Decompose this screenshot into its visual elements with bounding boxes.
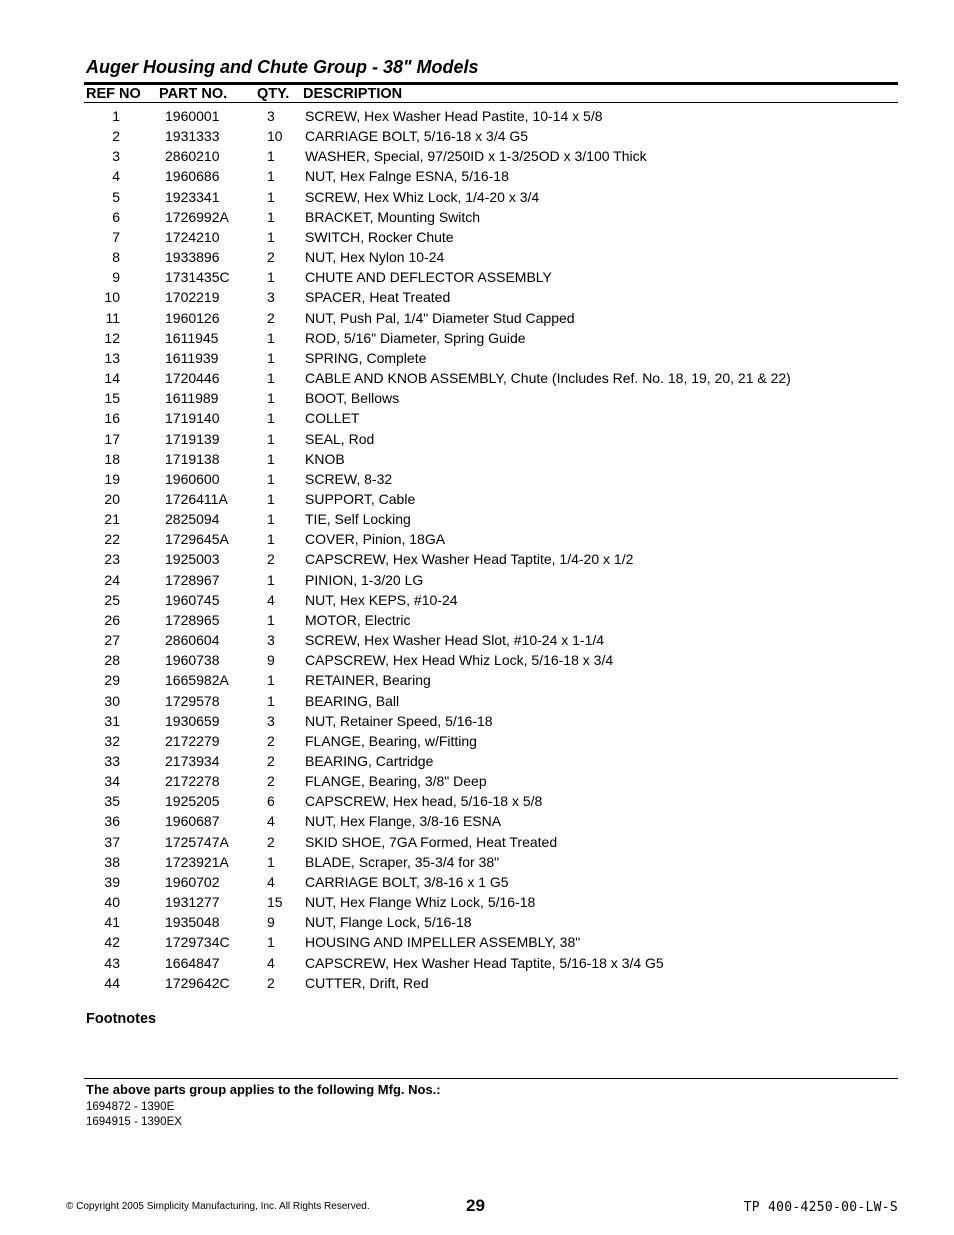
part-no-cell: 1611989: [165, 390, 219, 407]
description-cell: SCREW, 8-32: [305, 470, 393, 487]
qty-cell: 1: [267, 148, 275, 165]
part-no-cell: 1665982A: [165, 672, 229, 689]
part-no-cell: 2825094: [165, 511, 220, 528]
part-no-cell: 1731435C: [165, 269, 230, 286]
ref-no-cell: 33: [104, 753, 120, 769]
ref-no-cell: 17: [104, 430, 120, 447]
part-no-cell: 1664847: [165, 954, 220, 971]
qty-cell: 3: [267, 712, 275, 729]
table-row: [0, 711, 954, 731]
table-row: [0, 691, 954, 711]
ref-no-cell: 2: [112, 128, 120, 145]
ref-no-cell: 42: [104, 934, 120, 951]
part-no-cell: 1960702: [165, 873, 220, 890]
description-cell: BLADE, Scraper, 35-3/4 for 38": [305, 853, 500, 870]
table-row: [0, 348, 954, 368]
description-cell: WASHER, Special, 97/250ID x 1-3/25OD x 3/100 Thick: [305, 148, 647, 165]
qty-cell: 15: [267, 894, 283, 911]
table-row: [0, 751, 954, 771]
qty-cell: 1: [267, 611, 275, 628]
footnotes-heading: Footnotes: [86, 1011, 157, 1027]
qty-cell: 1: [267, 511, 275, 528]
qty-cell: 2: [267, 249, 275, 266]
ref-no-cell: 7: [112, 228, 120, 245]
description-cell: CABLE AND KNOB ASSEMBLY, Chute (Includes Ref. No. 18, 19, 20, 21 & 22): [305, 370, 791, 387]
part-no-cell: 1931277: [165, 894, 220, 911]
ref-no-cell: 35: [104, 793, 120, 810]
part-no-cell: 1729642C: [165, 974, 230, 991]
ref-no-cell: 43: [104, 954, 120, 971]
page-number: 29: [466, 1196, 485, 1215]
ref-no-cell: 12: [104, 329, 120, 346]
ref-no-cell: 11: [105, 309, 120, 326]
table-row: [0, 368, 954, 388]
table-row: [0, 469, 954, 489]
description-cell: PINION, 1-3/20 LG: [305, 571, 424, 588]
part-no-cell: 1960687: [165, 813, 220, 830]
table-row: [0, 328, 954, 348]
ref-no-cell: 24: [104, 571, 120, 588]
table-row: [0, 509, 954, 529]
ref-no-cell: 1: [112, 108, 120, 124]
part-no-cell: 2860210: [165, 148, 220, 165]
part-no-cell: 1960126: [165, 309, 220, 326]
table-row: [0, 791, 954, 811]
part-no-cell: 1728967: [165, 571, 220, 588]
ref-no-cell: 34: [104, 773, 120, 790]
qty-cell: 1: [267, 208, 275, 225]
description-cell: SWITCH, Rocker Chute: [305, 228, 454, 245]
description-cell: SCREW, Hex Whiz Lock, 1/4-20 x 3/4: [305, 188, 540, 205]
table-row: [0, 872, 954, 892]
qty-cell: 1: [267, 349, 275, 366]
qty-cell: 2: [267, 551, 275, 568]
qty-cell: 2: [267, 974, 275, 991]
qty-cell: 1: [267, 390, 275, 407]
ref-no-cell: 23: [104, 551, 120, 568]
qty-cell: 1: [267, 692, 275, 709]
qty-cell: 1: [267, 329, 275, 346]
part-no-cell: 1933896: [165, 249, 220, 266]
part-no-cell: 1960738: [165, 652, 220, 669]
ref-no-cell: 4: [112, 168, 120, 185]
ref-no-cell: 29: [104, 672, 120, 689]
table-row: [0, 811, 954, 831]
parts-table: [0, 106, 954, 993]
mfg-number: 1694872 - 1390E: [86, 1101, 175, 1113]
table-row: [0, 650, 954, 670]
table-row: [0, 973, 954, 993]
part-no-cell: 1960745: [165, 591, 220, 608]
ref-no-cell: 39: [104, 873, 120, 890]
description-cell: NUT, Push Pal, 1/4" Diameter Stud Capped: [305, 309, 575, 326]
part-no-cell: 1725747A: [165, 833, 229, 850]
description-cell: SPRING, Complete: [305, 349, 427, 366]
ref-no-cell: 38: [104, 853, 120, 870]
description-cell: BEARING, Cartridge: [305, 753, 434, 769]
part-no-cell: 1925003: [165, 551, 220, 568]
table-row: [0, 771, 954, 791]
qty-cell: 10: [267, 128, 283, 145]
ref-no-cell: 36: [104, 813, 120, 830]
description-cell: SUPPORT, Cable: [305, 490, 416, 507]
ref-no-cell: 37: [104, 833, 120, 850]
description-cell: FLANGE, Bearing, 3/8" Deep: [305, 773, 487, 790]
table-row: [0, 892, 954, 912]
qty-cell: 9: [267, 652, 275, 669]
part-no-cell: 1925205: [165, 793, 220, 810]
description-cell: SEAL, Rod: [305, 430, 375, 447]
part-no-cell: 1724210: [165, 228, 220, 245]
part-no-cell: 1611939: [165, 349, 219, 366]
ref-no-cell: 32: [104, 732, 120, 749]
part-no-cell: 1960600: [165, 470, 220, 487]
table-row: [0, 408, 954, 428]
description-cell: NUT, Flange Lock, 5/16-18: [305, 914, 472, 931]
ref-no-cell: 26: [104, 611, 120, 628]
part-no-cell: 1729645A: [165, 531, 229, 548]
ref-no-cell: 18: [104, 450, 120, 467]
qty-cell: 2: [267, 732, 275, 749]
description-cell: CARRIAGE BOLT, 5/16-18 x 3/4 G5: [305, 128, 529, 145]
description-cell: SCREW, Hex Washer Head Pastite, 10-14 x 5/8: [305, 108, 603, 124]
description-cell: FLANGE, Bearing, w/Fitting: [305, 732, 477, 749]
ref-no-cell: 44: [104, 974, 120, 991]
description-cell: TIE, Self Locking: [305, 511, 411, 528]
qty-cell: 2: [267, 773, 275, 790]
qty-cell: 1: [267, 531, 275, 548]
ref-no-cell: 14: [104, 370, 120, 387]
ref-no-cell: 13: [104, 349, 120, 366]
part-no-cell: 2172279: [165, 732, 220, 749]
description-cell: ROD, 5/16" Diameter, Spring Guide: [305, 329, 526, 346]
qty-cell: 4: [267, 954, 275, 971]
description-cell: BRACKET, Mounting Switch: [305, 208, 481, 225]
ref-no-cell: 5: [112, 188, 120, 205]
header-qty: QTY.: [257, 86, 290, 102]
description-cell: CHUTE AND DEFLECTOR ASSEMBLY: [305, 269, 552, 286]
qty-cell: 2: [267, 833, 275, 850]
qty-cell: 4: [267, 813, 275, 830]
part-no-cell: 1723921A: [165, 853, 229, 870]
table-row: [0, 308, 954, 328]
description-cell: NUT, Hex Nylon 10-24: [305, 249, 445, 266]
table-row: [0, 549, 954, 569]
table-row: [0, 912, 954, 932]
description-cell: SKID SHOE, 7GA Formed, Heat Treated: [305, 833, 558, 850]
part-no-cell: 1930659: [165, 712, 220, 729]
ref-no-cell: 41: [104, 914, 120, 931]
ref-no-cell: 28: [104, 652, 120, 669]
qty-cell: 3: [267, 632, 275, 649]
description-cell: CUTTER, Drift, Red: [305, 974, 429, 991]
table-row: [0, 953, 954, 973]
qty-cell: 1: [267, 450, 275, 467]
qty-cell: 1: [267, 269, 275, 286]
ref-no-cell: 10: [104, 289, 120, 306]
part-no-cell: 1726992A: [165, 208, 229, 225]
part-no-cell: 1960001: [165, 108, 220, 124]
qty-cell: 1: [267, 430, 275, 447]
table-row: [0, 247, 954, 267]
qty-cell: 1: [267, 490, 275, 507]
description-cell: CAPSCREW, Hex Washer Head Taptite, 1/4-20 x 1/2: [305, 551, 634, 568]
part-no-cell: 1719139: [165, 430, 220, 447]
qty-cell: 1: [267, 672, 275, 689]
ref-no-cell: 25: [104, 591, 120, 608]
qty-cell: 1: [267, 410, 275, 427]
header-rule: [84, 102, 898, 103]
table-row: [0, 187, 954, 207]
description-cell: COLLET: [305, 410, 360, 427]
qty-cell: 2: [267, 753, 275, 769]
part-no-cell: 1729578: [165, 692, 220, 709]
ref-no-cell: 19: [104, 470, 120, 487]
table-row: [0, 227, 954, 247]
qty-cell: 1: [267, 853, 275, 870]
qty-cell: 1: [267, 571, 275, 588]
part-no-cell: 1726411A: [165, 490, 228, 507]
table-row: [0, 126, 954, 146]
description-cell: BOOT, Bellows: [305, 390, 400, 407]
description-cell: NUT, Hex Flange Whiz Lock, 5/16-18: [305, 894, 536, 911]
table-row: [0, 529, 954, 549]
qty-cell: 2: [267, 309, 275, 326]
description-cell: RETAINER, Bearing: [305, 672, 431, 689]
table-row: [0, 106, 954, 126]
ref-no-cell: 40: [104, 894, 120, 911]
qty-cell: 1: [267, 168, 275, 185]
qty-cell: 4: [267, 591, 275, 608]
table-row: [0, 489, 954, 509]
qty-cell: 3: [267, 108, 275, 124]
description-cell: CAPSCREW, Hex Washer Head Taptite, 5/16-18 x 3/4 G5: [305, 954, 664, 971]
ref-no-cell: 6: [112, 208, 120, 225]
table-row: [0, 388, 954, 408]
part-no-cell: 2173934: [165, 753, 220, 769]
table-row: [0, 267, 954, 287]
header-ref-no: REF NO: [86, 86, 141, 102]
description-cell: NUT, Retainer Speed, 5/16-18: [305, 712, 493, 729]
copyright-text: © Copyright 2005 Simplicity Manufacturing, Inc. All Rights Reserved.: [66, 1201, 370, 1212]
ref-no-cell: 27: [104, 632, 120, 649]
part-no-cell: 1719140: [165, 410, 220, 427]
part-no-cell: 1611945: [165, 329, 219, 346]
description-cell: CARRIAGE BOLT, 3/8-16 x 1 G5: [305, 873, 509, 890]
description-cell: CAPSCREW, Hex head, 5/16-18 x 5/8: [305, 793, 543, 810]
part-no-cell: 2172278: [165, 773, 220, 790]
qty-cell: 1: [267, 470, 275, 487]
qty-cell: 1: [267, 370, 275, 387]
ref-no-cell: 30: [104, 692, 120, 709]
document-number: TP 400-4250-00-LW-S: [743, 1200, 898, 1215]
footer-rule: [84, 1078, 898, 1079]
ref-no-cell: 22: [104, 531, 120, 548]
ref-no-cell: 20: [104, 490, 120, 507]
table-row: [0, 932, 954, 952]
mfg-number: 1694915 - 1390EX: [86, 1116, 182, 1128]
table-row: [0, 207, 954, 227]
ref-no-cell: 3: [112, 148, 120, 165]
part-no-cell: 1935048: [165, 914, 220, 931]
part-no-cell: 1728965: [165, 611, 220, 628]
qty-cell: 3: [267, 289, 275, 306]
qty-cell: 1: [267, 188, 275, 205]
table-row: [0, 287, 954, 307]
table-row: [0, 670, 954, 690]
ref-no-cell: 21: [104, 511, 120, 528]
part-no-cell: 2860604: [165, 632, 220, 649]
table-row: [0, 146, 954, 166]
table-row: [0, 852, 954, 872]
qty-cell: 9: [267, 914, 275, 931]
description-cell: COVER, Pinion, 18GA: [305, 531, 446, 548]
qty-cell: 4: [267, 873, 275, 890]
table-row: [0, 630, 954, 650]
part-no-cell: 1931333: [165, 128, 220, 145]
ref-no-cell: 16: [104, 410, 120, 427]
part-no-cell: 1719138: [165, 450, 220, 467]
table-row: [0, 429, 954, 449]
description-cell: SPACER, Heat Treated: [305, 289, 451, 306]
description-cell: CAPSCREW, Hex Head Whiz Lock, 5/16-18 x 3/4: [305, 652, 614, 669]
qty-cell: 1: [267, 934, 275, 951]
part-no-cell: 1923341: [165, 188, 220, 205]
description-cell: BEARING, Ball: [305, 692, 400, 709]
applies-label: The above parts group applies to the following Mfg. Nos.:: [86, 1082, 441, 1097]
table-row: [0, 590, 954, 610]
description-cell: NUT, Hex KEPS, #10-24: [305, 591, 458, 608]
part-no-cell: 1729734C: [165, 934, 230, 951]
ref-no-cell: 15: [104, 390, 120, 407]
ref-no-cell: 9: [112, 269, 120, 286]
table-row: [0, 449, 954, 469]
part-no-cell: 1960686: [165, 168, 220, 185]
ref-no-cell: 31: [104, 712, 120, 729]
header-description: DESCRIPTION: [303, 86, 403, 102]
title-rule: [84, 82, 898, 85]
table-row: [0, 166, 954, 186]
header-part-no: PART NO.: [159, 86, 228, 102]
part-no-cell: 1702219: [165, 289, 220, 306]
description-cell: HOUSING AND IMPELLER ASSEMBLY, 38": [305, 934, 581, 951]
description-cell: NUT, Hex Flange, 3/8-16 ESNA: [305, 813, 502, 830]
table-row: [0, 832, 954, 852]
table-row: [0, 610, 954, 630]
ref-no-cell: 8: [112, 249, 120, 266]
part-no-cell: 1720446: [165, 370, 220, 387]
qty-cell: 1: [267, 228, 275, 245]
qty-cell: 6: [267, 793, 275, 810]
table-row: [0, 570, 954, 590]
table-row: [0, 731, 954, 751]
page-title: Auger Housing and Chute Group - 38" Models: [86, 57, 479, 77]
description-cell: KNOB: [305, 450, 345, 467]
description-cell: MOTOR, Electric: [305, 611, 411, 628]
description-cell: NUT, Hex Falnge ESNA, 5/16-18: [305, 168, 509, 185]
description-cell: SCREW, Hex Washer Head Slot, #10-24 x 1-1/4: [305, 632, 605, 649]
